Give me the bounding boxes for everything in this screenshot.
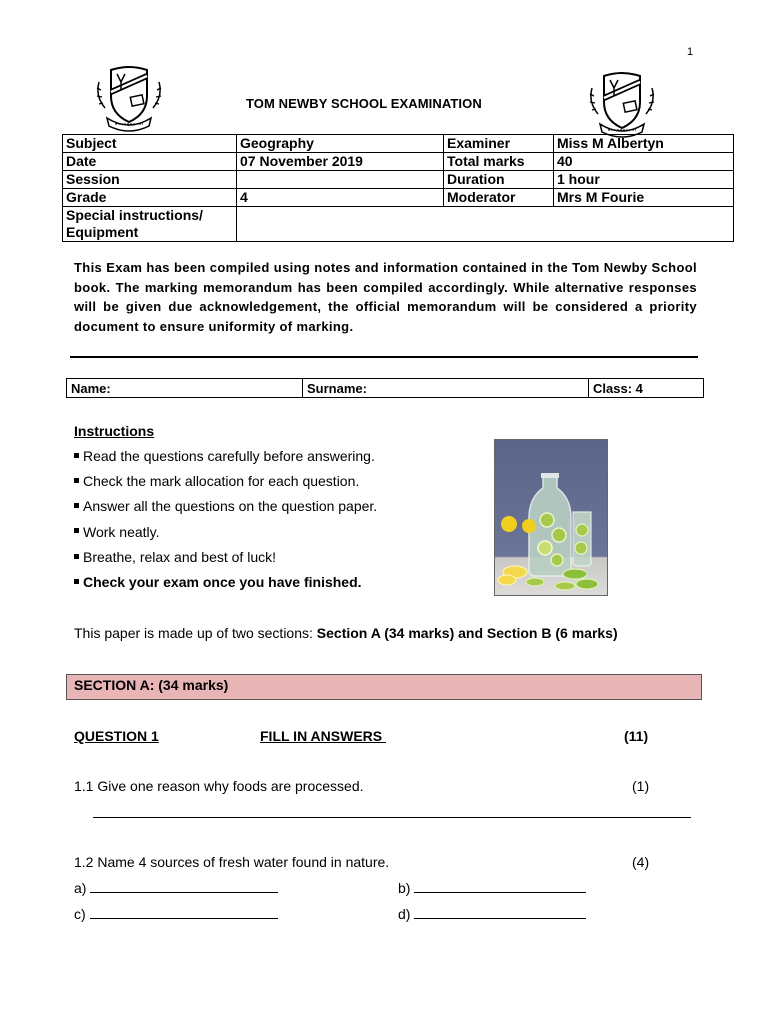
moderator-label: Moderator xyxy=(444,189,554,207)
lemon-cucumber-water-photo xyxy=(494,439,608,596)
sections-intro-bold: Section A (34 marks) and Section B (6 marks) xyxy=(316,625,618,641)
bullet-icon xyxy=(74,453,79,458)
name-field[interactable]: Name: xyxy=(67,379,303,398)
answer-c: c) xyxy=(74,906,278,922)
list-item: Breathe, relax and best of luck! xyxy=(74,548,377,573)
question-1-2-marks: (4) xyxy=(632,854,650,870)
grade-value: 4 xyxy=(237,189,444,207)
moderator-value: Mrs M Fourie xyxy=(554,189,734,207)
duration-label: Duration xyxy=(444,171,554,189)
total-marks-label: Total marks xyxy=(444,153,554,171)
question-1-type: FILL IN ANSWERS xyxy=(260,728,386,744)
question-1-heading: QUESTION 1 xyxy=(74,728,159,744)
answer-a: a) xyxy=(74,880,278,896)
examiner-value: Miss M Albertyn xyxy=(554,135,734,153)
student-details-table xyxy=(66,378,704,398)
exam-title: TOM NEWBY SCHOOL EXAMINATION xyxy=(246,96,482,111)
exam-notice: This Exam has been compiled using notes and information contained in the Tom Newby School book. The marking memorandum has been compiled accordingly. While alternative responses will be given due acknowledgement, the official memorandum will be considered a priority document to ensure uniformity of marking. xyxy=(74,260,697,334)
school-crest-icon xyxy=(93,62,165,132)
session-value xyxy=(237,171,444,189)
section-a-header: SECTION A: (34 marks) xyxy=(66,674,702,700)
duration-value: 1 hour xyxy=(554,171,734,189)
answer-line-a[interactable] xyxy=(90,880,278,893)
bullet-icon xyxy=(74,528,79,533)
answer-line-1-1[interactable] xyxy=(93,817,691,818)
session-label: Session xyxy=(63,171,237,189)
special-instructions-value xyxy=(237,207,734,242)
subject-label: Subject xyxy=(63,135,237,153)
list-item: Check your exam once you have finished. xyxy=(74,573,377,598)
answer-line-d[interactable] xyxy=(414,906,586,919)
bullet-icon xyxy=(74,579,79,584)
list-item: Work neatly. xyxy=(74,523,377,548)
question-1-1-text: 1.1 Give one reason why foods are processed. xyxy=(74,778,364,794)
list-item: Read the questions carefully before answering. xyxy=(74,447,377,472)
answer-d: d) xyxy=(398,906,586,922)
page-number: 1 xyxy=(687,46,694,58)
class-field: Class: 4 xyxy=(589,379,704,398)
answer-line-c[interactable] xyxy=(90,906,278,919)
bullet-icon xyxy=(74,554,79,559)
list-item: Check the mark allocation for each question. xyxy=(74,472,377,497)
exam-info-table xyxy=(62,134,734,242)
total-marks-value: 40 xyxy=(554,153,734,171)
question-1-1-marks: (1) xyxy=(632,778,650,794)
surname-field[interactable]: Surname: xyxy=(303,379,589,398)
date-label: Date xyxy=(63,153,237,171)
instructions-list xyxy=(74,447,377,598)
date-value: 07 November 2019 xyxy=(237,153,444,171)
question-1-2-text: 1.2 Name 4 sources of fresh water found in nature. xyxy=(74,854,390,870)
list-item: Answer all the questions on the question paper. xyxy=(74,497,377,522)
school-crest-icon xyxy=(586,68,658,138)
bullet-icon xyxy=(74,503,79,508)
grade-label: Grade xyxy=(63,189,237,207)
instructions-heading: Instructions xyxy=(74,423,155,439)
answer-line-b[interactable] xyxy=(414,880,586,893)
answer-b: b) xyxy=(398,880,586,896)
question-1-marks: (11) xyxy=(624,728,649,744)
bullet-icon xyxy=(74,478,79,483)
divider xyxy=(70,356,698,358)
subject-value: Geography xyxy=(237,135,444,153)
examiner-label: Examiner xyxy=(444,135,554,153)
sections-intro: This paper is made up of two sections: Section A (34 marks) and Section B (6 marks) xyxy=(74,625,618,641)
special-instructions-label: Special instructions/ Equipment xyxy=(63,207,237,242)
